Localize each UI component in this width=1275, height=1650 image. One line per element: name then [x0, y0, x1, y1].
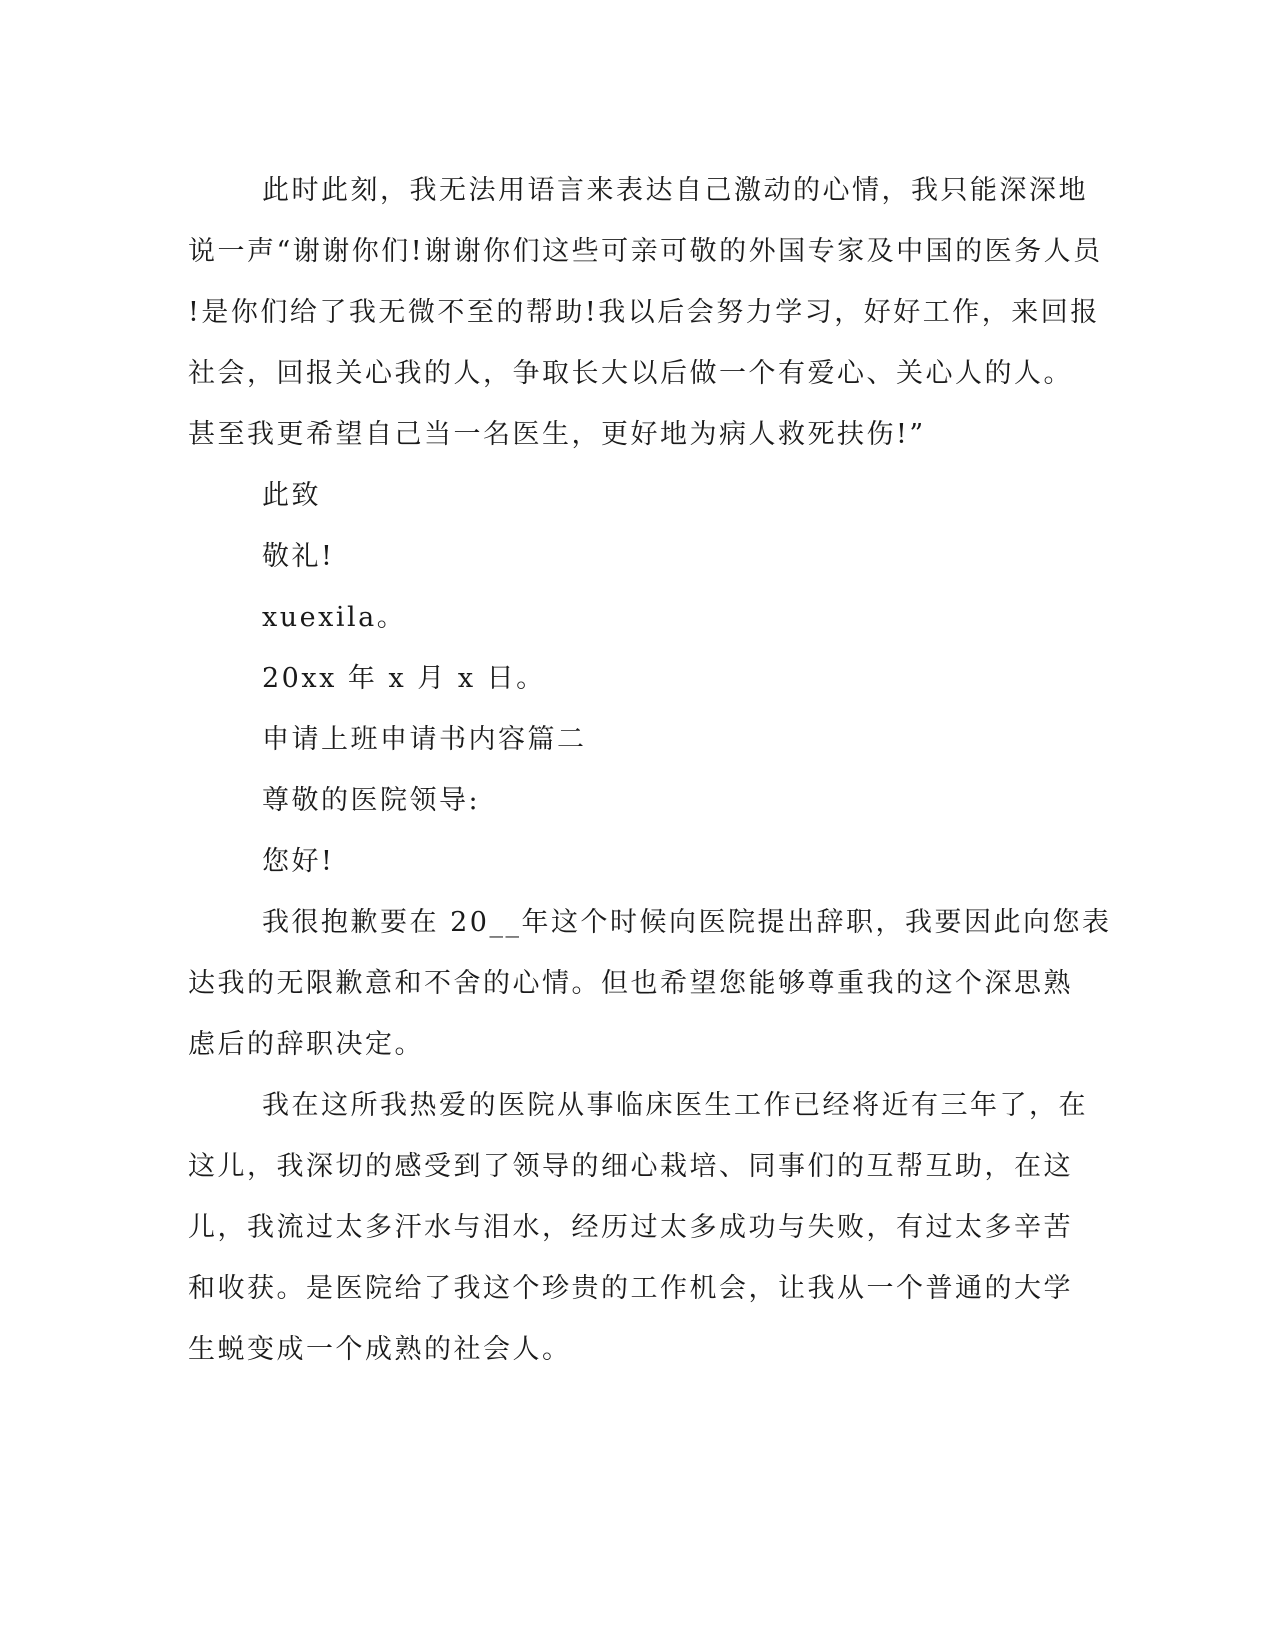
document-body [188, 160, 1112, 1380]
text-line: 此时此刻，我无法用语言来表达自己激动的心情，我只能深深地 [262, 175, 1088, 206]
text-line: 虑后的辞职决定。 [188, 1029, 424, 1060]
text-line: 这儿，我深切的感受到了领导的细心栽培、同事们的互帮互助，在这 [188, 1151, 1073, 1182]
text-line: 和收获。是医院给了我这个珍贵的工作机会，让我从一个普通的大学 [188, 1273, 1073, 1304]
text-line: 社会，回报关心我的人，争取长大以后做一个有爱心、关心人的人。 [188, 358, 1073, 389]
text-line: 说一声“谢谢你们!谢谢你们这些可亲可敬的外国专家及中国的医务人员 [188, 236, 1103, 267]
text-line: 我很抱歉要在 20__年这个时候向医院提出辞职，我要因此向您表 [262, 907, 1112, 938]
section-heading: 申请上班申请书内容篇二 [262, 724, 587, 755]
text-line: 达我的无限歉意和不舍的心情。但也希望您能够尊重我的这个深思熟 [188, 968, 1073, 999]
closing-regards: 敬礼! [262, 541, 335, 572]
text-line: 儿，我流过太多汗水与泪水，经历过太多成功与失败，有过太多辛苦 [188, 1212, 1073, 1243]
closing-salutation: 此致 [262, 480, 321, 511]
letter-greeting: 尊敬的医院领导: [262, 785, 481, 816]
signature-date: 20xx 年 x 月 x 日。 [262, 663, 546, 694]
letter-hello: 您好! [262, 846, 335, 877]
text-line: 我在这所我热爱的医院从事临床医生工作已经将近有三年了，在 [262, 1090, 1088, 1121]
text-line: 甚至我更希望自己当一名医生，更好地为病人救死扶伤!” [188, 419, 926, 450]
signature-name: xuexila。 [262, 602, 407, 633]
text-line: 生蜕变成一个成熟的社会人。 [188, 1334, 572, 1365]
text-line: !是你们给了我无微不至的帮助!我以后会努力学习，好好工作，来回报 [188, 297, 1100, 328]
